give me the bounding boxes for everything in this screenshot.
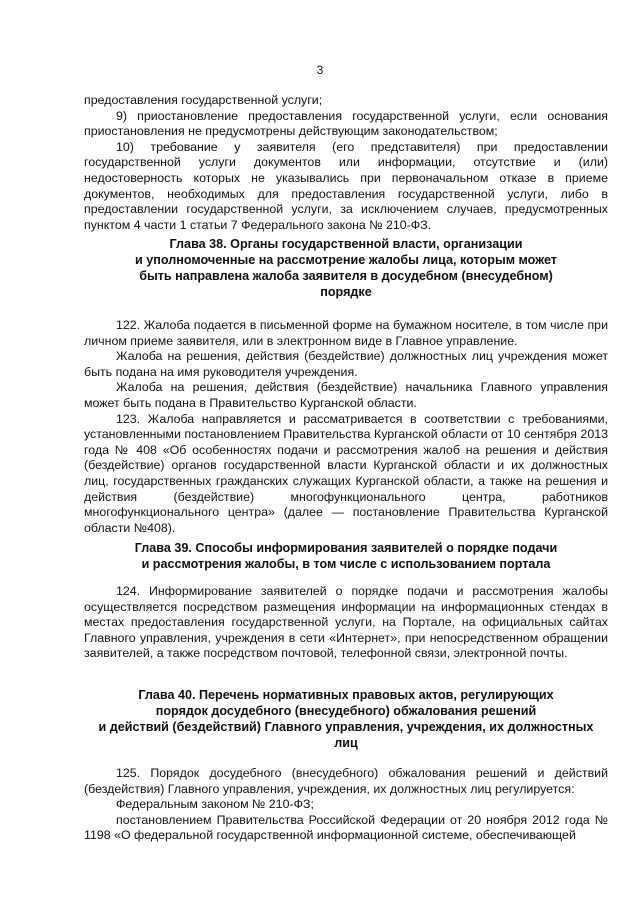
paragraph: 10) требование у заявителя (его представителя) при предоставлении государственной услуги документов или информации, отсутствие и (или) недостоверность которых не указывались при первоначальном отказе в приеме документов, необходимых для предоставления государственной услуги, либо в предоставлении государственной услуги, за исключением случаев, предусмотренных пунктом 4 части 1 статьи 7 Федерального закона № 210-ФЗ. (84, 139, 608, 232)
paragraph: постановлением Правительства Российской Федерации от 20 ноября 2012 года № 1198 «О федеральной государственной информационной системе, обеспечивающей (84, 812, 608, 843)
paragraph: 125. Порядок досудебного (внесудебного) обжалования решений и действий (бездействия) Главного управления, учреждения, их должностных лиц регулируется: (84, 766, 608, 796)
chapter-39-heading (84, 540, 608, 572)
chapter-38-body (84, 318, 608, 536)
chapter-40-body (84, 766, 608, 844)
heading-line: быть направлена жалоба заявителя в досудебном (внесудебном) (139, 269, 553, 283)
chapter-40-heading (84, 687, 608, 751)
intro-block (84, 93, 608, 233)
paragraph: предоставления государственной услуги; (84, 93, 323, 107)
heading-line: лиц (334, 736, 358, 750)
paragraph: 124. Информирование заявителей о порядке подачи и рассмотрения жалобы осуществляется посредством размещения информации на информационных стендах в местах предоставления государственной услуги, на Портале, на официальных сайтах Главного управления, учреждения в сети «Интернет», при непосредственном обращении заявителей, а также посредством почтовой, телефонной связи, электронной почты. (84, 584, 608, 661)
paragraph: Федеральным законом № 210-ФЗ; (116, 797, 314, 812)
heading-line: порядке (320, 285, 372, 299)
heading-line: порядок досудебного (внесудебного) обжалования решений (155, 704, 537, 718)
heading-line: и рассмотрения жалобы, в том числе с использованием портала (141, 557, 551, 571)
paragraph: 9) приостановление предоставления государственной услуги, если основания приостановления не предусмотрены действующим законодательством; (84, 108, 608, 139)
chapter-38-heading (84, 236, 608, 300)
paragraph: Жалоба на решения, действия (бездействие) должностных лиц учреждения может быть подана на имя руководителя учреждения. (84, 349, 608, 379)
heading-line: и уполномоченные на рассмотрение жалобы лица, которым может (135, 253, 557, 267)
heading-line: и действий (бездействий) Главного управления, учреждения, их должностных (98, 720, 594, 734)
paragraph: 123. Жалоба направляется и рассматривается в соответствии с требованиями, установленными постановлением Правительства Курганской области от 10 сентября 2013 года № 408 «Об особенностях подачи и рассмотрения жалоб на решения и действия (бездействие) органов государственной власти Курганской области и их должностных лиц, государственных гражданских служащих Курганской области, а также на решения и действия (бездействие) многофункционального центра, работников многофункционального центра» (далее — постановление Правительства Курганской области №408). (84, 411, 608, 535)
page-number: 3 (316, 63, 324, 77)
heading-line: Глава 39. Способы информирования заявителей о порядке подачи (134, 541, 558, 555)
heading-line: Глава 40. Перечень нормативных правовых актов, регулирующих (138, 688, 554, 702)
paragraph: Жалоба на решения, действия (бездействие) начальника Главного управления может быть подана в Правительство Курганской области. (84, 380, 608, 410)
paragraph: 122. Жалоба подается в письменной форме на бумажном носителе, в том числе при личном приеме заявителя, или в электронном виде в Главное управление. (84, 318, 608, 348)
chapter-39-body (84, 584, 608, 662)
heading-line: Глава 38. Органы государственной власти, организации (169, 237, 523, 251)
